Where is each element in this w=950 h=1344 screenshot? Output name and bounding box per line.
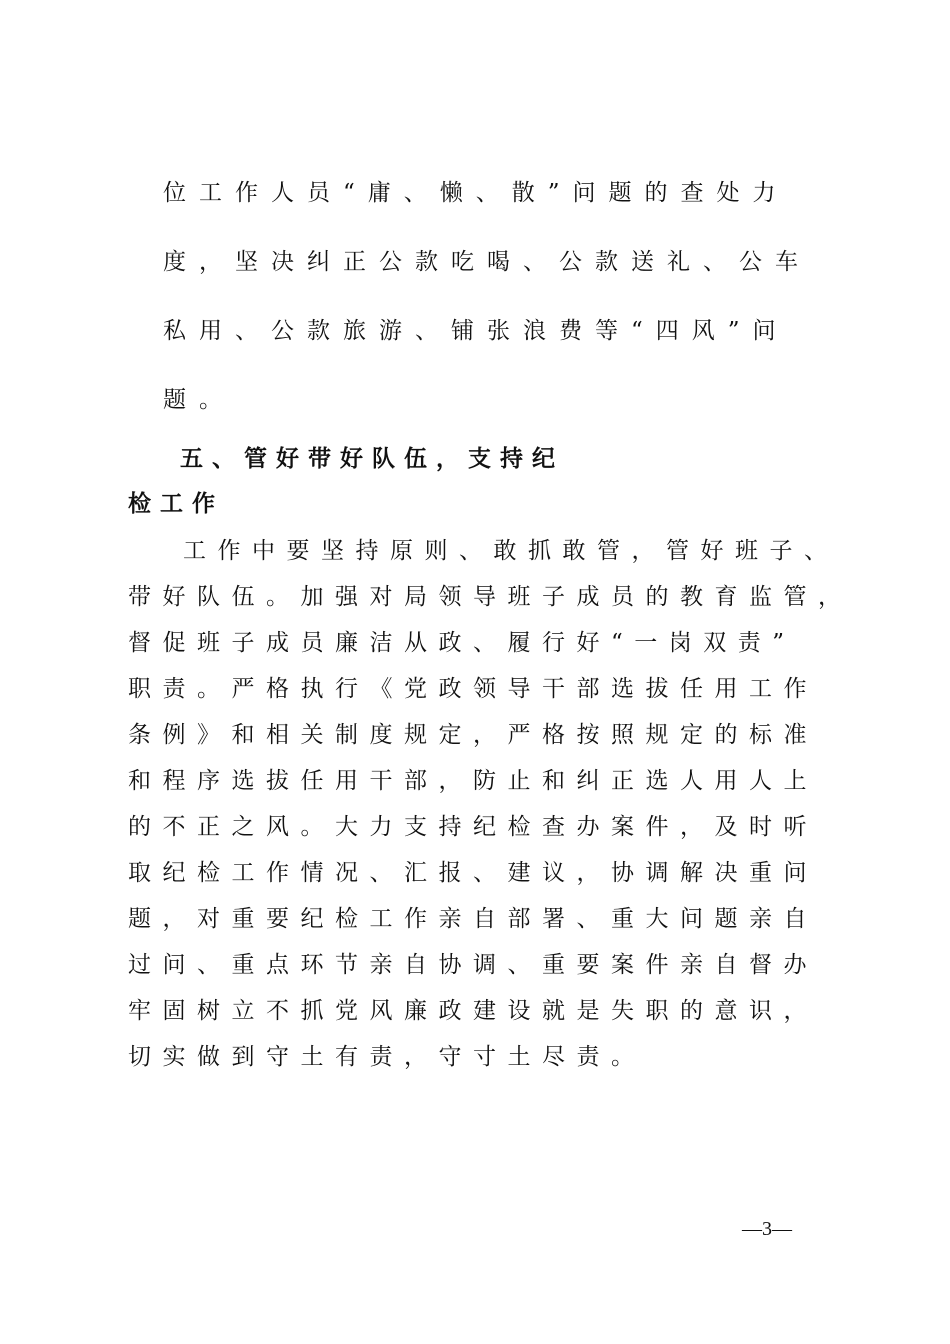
text-line: 工作中要坚持原则、敢抓敢管，管好班子、 [183,538,839,564]
text-line: 条例》和相关制度规定，严格按照规定的标准 [128,722,818,748]
text-line: 过问、重点环节亲自协调、重要案件亲自督办 [128,952,818,978]
text-line: 和程序选拔任用干部，防止和纠正选人用人上 [128,768,818,794]
text-line: 切实做到守土有责，守寸土尽责。 [128,1044,646,1070]
text-line: 度，坚决纠正公款吃喝、公款送礼、公车 [163,249,811,275]
text-line: 职责。严格执行《党政领导干部选拔任用工作 [128,676,818,702]
text-line: 取纪检工作情况、汇报、建议，协调解决重问 [128,860,818,886]
text-line: 督促班子成员廉洁从政、履行好“一岗双责” [128,630,796,656]
text-line: 带好队伍。加强对局领导班子成员的教育监管， [128,584,853,610]
heading-line: 检工作 [128,491,224,517]
page-number: —3— [742,1218,792,1240]
text-line: 牢固树立不抓党风廉政建设就是失职的意识， [128,998,818,1024]
text-line: 题。 [163,387,235,413]
heading-line: 五、管好带好队伍，支持纪 [180,446,564,472]
text-line: 位工作人员“庸、懒、散”问题的查处力 [163,180,789,206]
text-line: 的不正之风。大力支持纪检查办案件，及时听 [128,814,818,840]
text-line: 题，对重要纪检工作亲自部署、重大问题亲自 [128,906,818,932]
text-line: 私用、公款旅游、铺张浪费等“四风”问 [163,318,789,344]
